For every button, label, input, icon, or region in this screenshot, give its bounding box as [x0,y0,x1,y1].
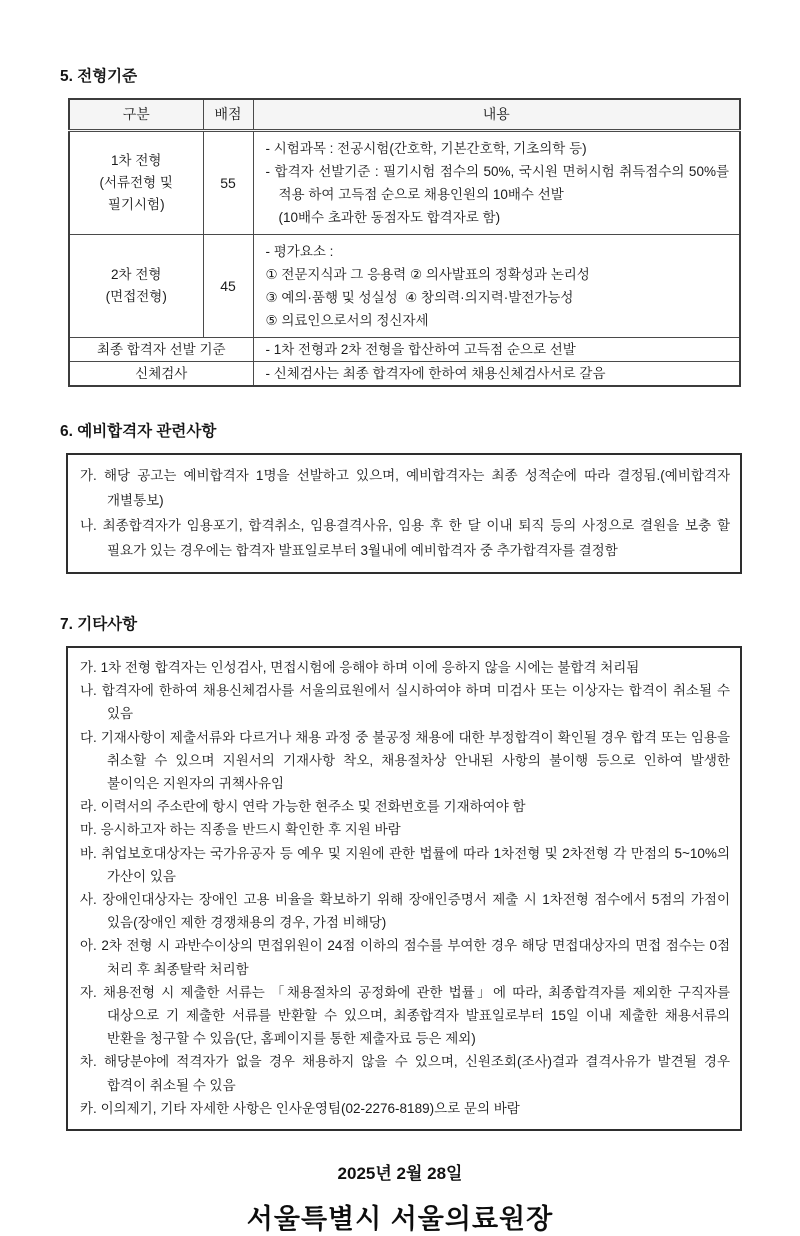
item-label: 다. [80,729,97,745]
item-label: 라. [80,799,97,815]
content-cell-second-stage: - 평가요소 : ① 전문지식과 그 응용력 ② 의사발표의 정확성과 논리성 ③ 예의·품행 및 성실성 ④ 창의력·의지력·발전가능성 ⑤ 의료인으로서의 정신자세 [253,235,740,338]
item-text: 기재사항이 제출서류와 다르거나 채용 과정 중 불공정 채용에 대한 부정합격이 확인될 경우 합격 또는 임용을 취소할 수 있으며 지원서의 기재사항 착오, 채용절차상 안내된 사항의 불이행 등으로 인하여 발생한 불이익은 지원자의 귀책사유임 [100,729,730,792]
category-cell-final-selection: 최종 합격자 선발 기준 [69,338,253,362]
item-text: 응시하고자 하는 직종을 반드시 확인한 후 지원 바람 [100,822,401,838]
item-label: 자. [80,984,97,1000]
item-text: 해당 공고는 예비합격자 1명을 선발하고 있으며, 예비합격자는 최종 성적순에 따라 결정됨.(예비합격자 개별통보) [103,468,730,508]
notice-item [80,795,730,818]
notice-item [80,463,730,513]
spacer [60,387,740,419]
item-text: 채용전형 시 제출한 서류는 「채용절차의 공정화에 관한 법률」에 따라, 최종합격자를 제외한 구직자를 대상으로 기 제출한 서류를 반환할 수 있으며, 최종합격자 발표일로부터 15일 이내 제출한 채용서류의 반환을 청구할 수 있음(단, 홈페이지를 통한 제출자료 등은 제외) [102,984,730,1047]
category-cell-first-stage: 1차 전형 (서류전형 및 필기시험) [69,131,203,235]
notice-item [80,981,730,1051]
item-text: 이력서의 주소란에 항시 연락 가능한 현주소 및 전화번호를 기재하여야 함 [100,799,526,815]
notice-item [80,513,730,563]
item-text: 장애인대상자는 장애인 고용 비율을 확보하기 위해 장애인증명서 제출 시 1차전형 점수에서 5점의 가점이 있음(장애인 제한 경쟁채용의 경우, 가점 비해당) [102,892,730,931]
item-label: 가. [80,660,97,675]
content-cell-final-selection: - 1차 전형과 2차 전형을 합산하여 고득점 순으로 선발 [253,338,740,362]
column-header-category: 구분 [69,99,203,131]
other-matters-box [66,646,742,1131]
notice-item [80,934,730,980]
reserve-candidates-box [66,453,742,574]
item-label: 차. [80,1054,97,1070]
notice-item [80,1097,730,1120]
table-header-row [69,99,740,131]
points-cell-first-stage: 55 [203,131,253,235]
item-text: 1차 전형 합격자는 인성검사, 면접시험에 응해야 하며 이에 응하지 않을 시에는 불합격 처리됨 [100,660,640,675]
item-label: 바. [80,845,97,861]
item-label: 사. [80,892,97,908]
item-text: 합격자에 한하여 채용신체검사를 서울의료원에서 실시하여야 하며 미검사 또는 이상자는 합격이 취소될 수 있음 [101,683,730,722]
section6-title: 6. 예비합격자 관련사항 [60,423,217,440]
table-row-first-stage [69,131,740,235]
category-cell-physical-exam: 신체검사 [69,362,253,387]
column-header-content: 내용 [253,99,740,131]
table-row-physical-exam [69,362,740,387]
notice-item [80,679,730,725]
item-text: 2차 전형 시 과반수이상의 면접위원이 24점 이하의 점수를 부여한 경우 해당 면접대상자의 면접 점수는 0점 처리 후 최종탈락 처리함 [101,938,730,977]
spacer [60,574,740,612]
item-label: 나. [80,683,97,699]
notice-item [80,888,730,934]
section7-title: 7. 기타사항 [60,616,138,633]
item-text: 최종합격자가 임용포기, 합격취소, 임용결격사유, 임용 후 한 달 이내 퇴직 등의 사정으로 결원을 보충 할 필요가 있는 경우에는 합격자 발표일로부터 3월내에 예비합격자 중 추가합격자를 결정함 [102,518,730,558]
item-text: 해당분야에 적격자가 없을 경우 채용하지 않을 수 있으며, 신원조회(조사)결과 결격사유가 발견될 경우 합격이 취소될 수 있음 [103,1054,730,1093]
criteria-table [68,98,741,387]
item-label: 아. [80,938,97,954]
notice-item [80,818,730,841]
table-row-second-stage [69,235,740,338]
item-label: 가. [80,468,97,483]
item-text: 취업보호대상자는 국가유공자 등 예우 및 지원에 관한 법률에 따라 1차전형 및 2차전형 각 만점의 5~10%의 가산이 있음 [101,845,730,884]
points-cell-second-stage: 45 [203,235,253,338]
table-row-final-selection [69,338,740,362]
item-label: 마. [80,822,97,838]
notice-item [80,1050,730,1096]
notice-item [80,726,730,796]
content-cell-first-stage: - 시험과목 : 전공시험(간호학, 기본간호학, 기초의학 등) - 합격자 선발기준 : 필기시험 점수의 50%, 국시원 면허시험 취득점수의 50%를 적용 하여 고득점 순으로 채용인원의 10배수 선발 (10배수 초과한 동점자도 합격자로 함) [253,131,740,235]
item-label: 나. [80,518,97,533]
notice-item [80,842,730,888]
item-label: 카. [80,1100,97,1116]
column-header-points: 배점 [203,99,253,131]
document-date: 2025년 2월 28일 [337,1164,463,1184]
section5-title: 5. 전형기준 [60,68,138,85]
notice-item [80,656,730,679]
category-cell-second-stage: 2차 전형 (면접전형) [69,235,203,338]
issuer-signature: 서울특별시 서울의료원장 [246,1204,554,1235]
item-text: 이의제기, 기타 자세한 사항은 인사운영팀(02-2276-8189)으로 문의 바람 [100,1100,520,1116]
content-cell-physical-exam: - 신체검사는 최종 합격자에 한하여 채용신체검사서로 갈음 [253,362,740,387]
